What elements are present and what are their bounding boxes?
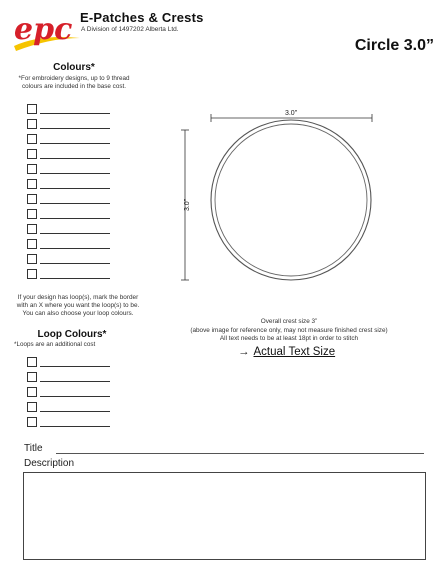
actual-text-size	[238, 346, 335, 358]
loop-instructions: If your design has loop(s), mark the border with an X where you want the loop(s) to be. You can also choose your loop colours.	[16, 294, 140, 317]
crest-size-note: Overall crest size 3”	[260, 318, 318, 325]
loop-colours-note: *Loops are an additional cost	[14, 341, 96, 348]
loop-colour-checkbox[interactable]	[27, 417, 37, 427]
colour-name-line[interactable]	[40, 173, 110, 174]
colour-checkbox[interactable]	[27, 164, 37, 174]
template-title: Circle 3.0”	[354, 37, 434, 54]
title-field[interactable]	[56, 453, 424, 454]
title-label: Title	[24, 443, 43, 454]
colour-checkbox[interactable]	[27, 224, 37, 234]
colour-name-line[interactable]	[40, 248, 110, 249]
company-subtitle: A Division of 1497202 Alberta Ltd.	[81, 26, 179, 33]
loop-colours-heading: Loop Colours*	[37, 329, 107, 340]
loop-colour-checkbox[interactable]	[27, 387, 37, 397]
crest-outer-circle	[211, 120, 371, 280]
loop-colour-checkbox[interactable]	[27, 357, 37, 367]
colour-checkbox[interactable]	[27, 269, 37, 279]
colour-name-line[interactable]	[40, 263, 110, 264]
colour-name-line[interactable]	[40, 188, 110, 189]
description-label: Description	[24, 458, 75, 469]
colour-checkbox[interactable]	[27, 104, 37, 114]
loop-colour-checkbox[interactable]	[27, 402, 37, 412]
colour-name-line[interactable]	[40, 218, 110, 219]
loop-colour-name-line[interactable]	[40, 426, 110, 427]
loop-colour-name-line[interactable]	[40, 381, 110, 382]
colour-checkbox[interactable]	[27, 254, 37, 264]
reference-note: (above image for reference only, may not measure finished crest size)	[190, 326, 388, 334]
loop-colour-name-line[interactable]	[40, 366, 110, 367]
diagram-notes	[184, 318, 394, 344]
height-label: 3.0”	[184, 198, 191, 212]
colours-heading: Colours*	[53, 62, 95, 73]
width-label: 3.0”	[284, 110, 298, 117]
colour-checkbox[interactable]	[27, 194, 37, 204]
loop-colour-name-line[interactable]	[40, 396, 110, 397]
colour-name-line[interactable]	[40, 128, 110, 129]
logo-text: epc	[14, 12, 73, 47]
crest-diagram	[180, 104, 380, 284]
colour-name-line[interactable]	[40, 143, 110, 144]
colours-note: *For embroidery designs, up to 9 thread colours are included in the base cost.	[18, 75, 130, 90]
actual-text-size-label: Actual Text Size	[253, 346, 336, 358]
colour-name-line[interactable]	[40, 233, 110, 234]
colour-checkbox[interactable]	[27, 209, 37, 219]
loop-colour-checkbox[interactable]	[27, 372, 37, 382]
description-field[interactable]	[23, 472, 426, 560]
colour-name-line[interactable]	[40, 203, 110, 204]
crest-inner-circle	[215, 124, 367, 276]
stitch-note: All text needs to be at least 18pt in order to stitch	[219, 335, 359, 343]
colour-checkbox[interactable]	[27, 134, 37, 144]
colour-name-line[interactable]	[40, 113, 110, 114]
loop-colour-name-line[interactable]	[40, 411, 110, 412]
arrow-right-icon: →	[238, 346, 250, 358]
colour-checkbox[interactable]	[27, 149, 37, 159]
colour-checkbox[interactable]	[27, 179, 37, 189]
company-name: E-Patches & Crests	[80, 10, 204, 25]
company-logo	[10, 8, 86, 54]
colour-checkbox[interactable]	[27, 239, 37, 249]
colour-name-line[interactable]	[40, 158, 110, 159]
colour-checkbox[interactable]	[27, 119, 37, 129]
colour-name-line[interactable]	[40, 278, 110, 279]
